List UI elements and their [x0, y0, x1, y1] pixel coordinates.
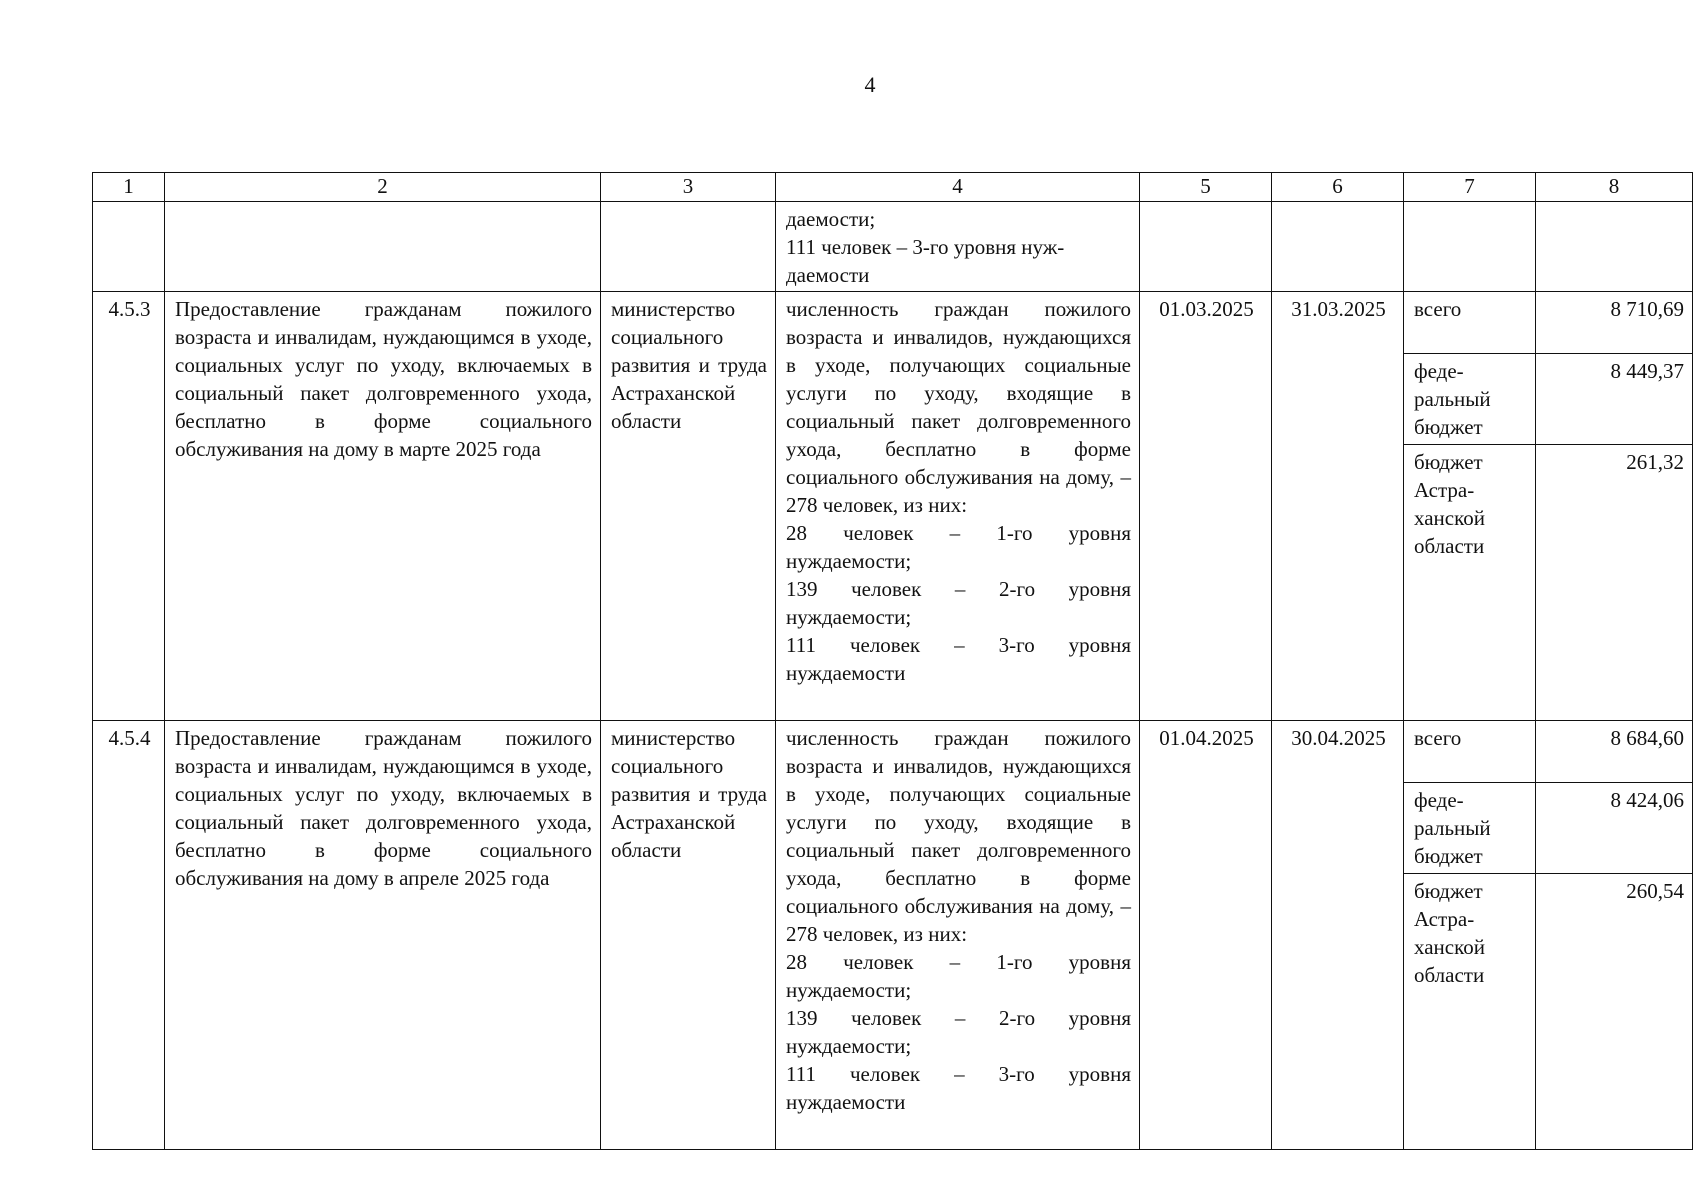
item-code: 4.5.4: [93, 721, 165, 1150]
start-date: 01.04.2025: [1140, 721, 1272, 1150]
funding-source: феде- ральный бюджет: [1404, 783, 1536, 874]
page-number: 4: [864, 72, 876, 97]
table-header-row: [93, 173, 1693, 202]
empty-cell: [601, 202, 776, 292]
measures-table: [92, 172, 1693, 1150]
item-code: 4.5.3: [93, 292, 165, 721]
funding-amount: 261,32: [1536, 445, 1693, 721]
funding-source: феде- ральный бюджет: [1404, 354, 1536, 445]
column-header: 4: [776, 173, 1140, 202]
indicator-cell: даемости; 111 человек – 3-го уровня нуж- даемости: [776, 202, 1140, 292]
funding-amount: 8 710,69: [1536, 292, 1693, 354]
column-header: 1: [93, 173, 165, 202]
table-row: [93, 721, 1693, 783]
funding-source: всего: [1404, 292, 1536, 354]
funding-amount: 8 424,06: [1536, 783, 1693, 874]
executor: министерство социального развития и труда Астраханской области: [601, 721, 776, 1150]
column-header: 6: [1272, 173, 1404, 202]
funding-source: бюджет Астра- ханской области: [1404, 445, 1536, 721]
column-header: 2: [165, 173, 601, 202]
empty-cell: [1272, 202, 1404, 292]
end-date: 31.03.2025: [1272, 292, 1404, 721]
executor: министерство социального развития и труда Астраханской области: [601, 292, 776, 721]
funding-amount: 260,54: [1536, 874, 1693, 1150]
empty-cell: [1140, 202, 1272, 292]
start-date: 01.03.2025: [1140, 292, 1272, 721]
column-header: 7: [1404, 173, 1536, 202]
empty-cell: [165, 202, 601, 292]
column-header: 5: [1140, 173, 1272, 202]
funding-amount: 8 449,37: [1536, 354, 1693, 445]
table-row: [93, 292, 1693, 354]
indicator: численность граждан пожилого возраста и инвалидов, нуждающихся в уходе, получающих социальные услуги по уходу, входящие в социальный пакет долговременного ухода, бесплатно в форме социального обслуживания на дому, – 278 человек, из них: 28 человек – 1-го уровня нуждаемости; 139 человек – 2-го уровня нуждаемости; 111 человек – 3-го уровня нуждаемости: [776, 721, 1140, 1150]
funding-source: бюджет Астра- ханской области: [1404, 874, 1536, 1150]
empty-cell: [1404, 202, 1536, 292]
end-date: 30.04.2025: [1272, 721, 1404, 1150]
continuation-row: [93, 202, 1693, 292]
funding-amount: 8 684,60: [1536, 721, 1693, 783]
column-header: 3: [601, 173, 776, 202]
column-header: 8: [1536, 173, 1693, 202]
empty-cell: [93, 202, 165, 292]
empty-cell: [1536, 202, 1693, 292]
measure-description: Предоставление гражданам пожилого возраста и инвалидам, нуждающимся в уходе, социальных услуг по уходу, включаемых в социальный пакет долговременного ухода, бесплатно в форме социального обслуживания на дому в апреле 2025 года: [165, 721, 601, 1150]
indicator: численность граждан пожилого возраста и инвалидов, нуждающихся в уходе, получающих социальные услуги по уходу, входящие в социальный пакет долговременного ухода, бесплатно в форме социального обслуживания на дому, – 278 человек, из них: 28 человек – 1-го уровня нуждаемости; 139 человек – 2-го уровня нуждаемости; 111 человек – 3-го уровня нуждаемости: [776, 292, 1140, 721]
measure-description: Предоставление гражданам пожилого возраста и инвалидам, нуждающимся в уходе, социальных услуг по уходу, включаемых в социальный пакет долговременного ухода, бесплатно в форме социального обслуживания на дому в марте 2025 года: [165, 292, 601, 721]
funding-source: всего: [1404, 721, 1536, 783]
